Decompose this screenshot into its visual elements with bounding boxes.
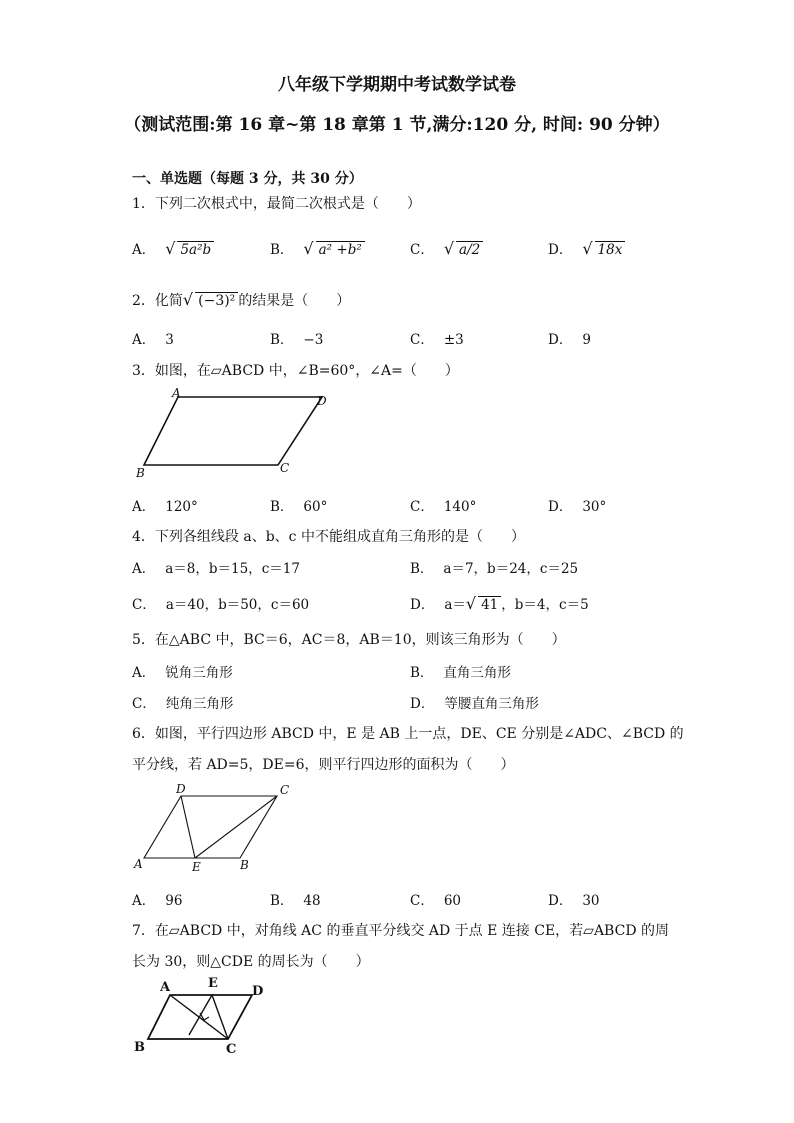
segment-de (181, 796, 195, 858)
q2-stem-post: 的结果是（ ） (238, 293, 351, 309)
option-label: A． (132, 561, 156, 577)
q2-option-c[interactable] (410, 328, 464, 348)
vertex-label-e: E (192, 860, 201, 874)
exam-title: 八年级下学期期中考试数学试卷 (278, 75, 516, 95)
radicand: a/2 (456, 241, 483, 258)
option-text: 96 (165, 893, 183, 909)
option-label: D． (548, 499, 573, 515)
q3-option-a[interactable] (132, 495, 198, 515)
vertex-label-c: C (280, 783, 290, 797)
vertex-label-e: E (208, 976, 218, 991)
vertex-label-c: C (226, 1042, 237, 1057)
radicand: 41 (478, 596, 501, 613)
q5-option-b[interactable] (410, 661, 511, 681)
q1-option-d[interactable] (548, 238, 625, 258)
q3-option-b[interactable] (270, 495, 327, 515)
question-7-stem-line-2: 长为 30，则△CDE 的周长为（ ） (132, 954, 370, 970)
option-text: 60 (443, 893, 462, 909)
vertex-label-c: C (280, 461, 290, 475)
option-text: a＝7，b＝24，c＝25 (443, 561, 579, 577)
q4-option-d[interactable] (410, 593, 589, 613)
option-text: 9 (582, 332, 591, 348)
sqrt-sign: √ (582, 239, 593, 258)
vertex-label-d: D (176, 782, 186, 796)
option-label: D． (410, 696, 435, 712)
option-text: 纯角三角形 (165, 696, 234, 712)
radicand: 5a²b (177, 241, 214, 258)
option-text: a＝40，b＝50，c＝60 (165, 597, 310, 613)
q6-option-d[interactable] (548, 889, 600, 909)
question-6-stem-line-1: 6．如图，平行四边形 ABCD 中，E 是 AB 上一点，DE、CE 分别是∠ADC、∠BCD 的 (132, 726, 684, 742)
question-5-stem: 5．在△ABC 中，BC＝6，AC＝8，AB＝10，则该三角形为（ ） (132, 632, 566, 648)
option-label: D． (548, 332, 573, 348)
q7-parallelogram-figure (132, 975, 282, 1064)
option-label: D． (548, 893, 573, 909)
option-label: A． (132, 499, 156, 515)
vertex-label-d: D (317, 394, 327, 408)
question-4-stem: 4．下列各组线段 a、b、c 中不能组成直角三角形的是（ ） (132, 529, 525, 545)
parallelogram-abcd (144, 796, 277, 858)
vertex-label-a: A (134, 857, 143, 871)
option-label: B． (270, 893, 294, 909)
option-label: C． (410, 332, 434, 348)
radicand: (−3)² (195, 292, 238, 309)
vertex-label-b: B (136, 466, 145, 480)
option-text: 等腰直角三角形 (444, 696, 539, 712)
sqrt-sign: √ (465, 594, 477, 613)
option-label: C． (132, 696, 156, 712)
q6-option-c[interactable] (410, 889, 461, 909)
option-label: D． (410, 597, 435, 613)
q2-option-b[interactable] (270, 328, 323, 348)
q3-option-d[interactable] (548, 495, 606, 515)
q4-option-a[interactable] (132, 557, 300, 577)
option-text: 48 (303, 893, 321, 909)
option-text: 3 (165, 332, 174, 348)
q2-stem-pre: 2．化简 (132, 293, 183, 309)
option-text: 140° (443, 499, 477, 515)
q7-figure-svg (132, 975, 282, 1060)
option-label: C． (132, 597, 156, 613)
option-label: C． (410, 499, 434, 515)
q4-option-b[interactable] (410, 557, 578, 577)
parallelogram-abcd (144, 397, 322, 465)
vertex-label-a: A (172, 386, 181, 400)
option-label: C． (410, 893, 434, 909)
option-label: D． (548, 242, 573, 258)
question-2-stem (132, 290, 350, 310)
q6-option-b[interactable] (270, 889, 321, 909)
option-text: ±3 (443, 332, 464, 348)
q5-option-a[interactable] (132, 661, 233, 681)
segment-ce (195, 796, 277, 858)
sqrt-sign: √ (165, 239, 176, 258)
option-label: C． (410, 242, 434, 258)
option-label: A． (132, 332, 156, 348)
option-text: 30 (582, 893, 600, 909)
q3-figure-svg (132, 385, 332, 485)
vertex-label-d: D (252, 984, 264, 999)
question-1-stem: 1．下列二次根式中，最简二次根式是（ ） (132, 196, 421, 212)
sqrt-sign: √ (443, 239, 455, 258)
option-text-post: ，b＝4，c＝5 (501, 597, 589, 613)
vertex-label-b: B (134, 1040, 145, 1055)
q2-option-a[interactable] (132, 328, 174, 348)
q1-option-c[interactable] (410, 238, 483, 258)
sqrt-sign: √ (303, 239, 314, 258)
q2-option-d[interactable] (548, 328, 591, 348)
option-text: 30° (582, 499, 607, 515)
sqrt-sign: √ (182, 290, 194, 309)
option-label: A． (132, 665, 156, 681)
q3-parallelogram-figure (132, 385, 332, 489)
option-text: 直角三角形 (443, 665, 511, 681)
option-label: B． (270, 332, 294, 348)
option-text: 120° (165, 499, 198, 515)
q4-option-c[interactable] (132, 593, 309, 613)
exam-subtitle: （测试范围:第 16 章~第 18 章第 1 节,满分:120 分, 时间: 90 分钟） (124, 115, 670, 135)
option-text: −3 (303, 332, 324, 348)
option-label: B． (410, 561, 434, 577)
vertex-label-b: B (240, 858, 249, 872)
q6-figure-svg (132, 780, 302, 875)
q5-option-c[interactable] (132, 692, 233, 712)
section-heading: 一、单选题（每题 3 分，共 30 分） (132, 171, 363, 187)
q5-option-d[interactable] (410, 692, 539, 712)
option-text: a＝8，b＝15，c＝17 (165, 561, 300, 577)
radicand: 18x (595, 241, 626, 258)
option-label: B． (270, 242, 294, 258)
q6-option-a[interactable] (132, 889, 182, 909)
option-text: 锐角三角形 (165, 665, 233, 681)
option-label: B． (410, 665, 434, 681)
question-6-stem-line-2: 平分线，若 AD=5，DE=6，则平行四边形的面积为（ ） (132, 757, 515, 773)
question-7-stem-line-1: 7．在▱ABCD 中，对角线 AC 的垂直平分线交 AD 于点 E 连接 CE，若▱ABCD 的周 (132, 923, 669, 939)
option-label: A． (132, 242, 156, 258)
option-label: A． (132, 893, 156, 909)
q6-parallelogram-figure (132, 780, 302, 879)
vertex-label-a: A (160, 980, 171, 995)
radicand: a² +b² (316, 241, 365, 258)
option-text: 60° (303, 499, 328, 515)
q1-option-a[interactable] (132, 238, 214, 258)
question-3-stem: 3．如图，在▱ABCD 中，∠B=60°，∠A=（ ） (132, 363, 459, 379)
q1-option-b[interactable] (270, 238, 365, 258)
option-text-pre: a＝ (444, 597, 466, 613)
q3-option-c[interactable] (410, 495, 476, 515)
option-label: B． (270, 499, 294, 515)
